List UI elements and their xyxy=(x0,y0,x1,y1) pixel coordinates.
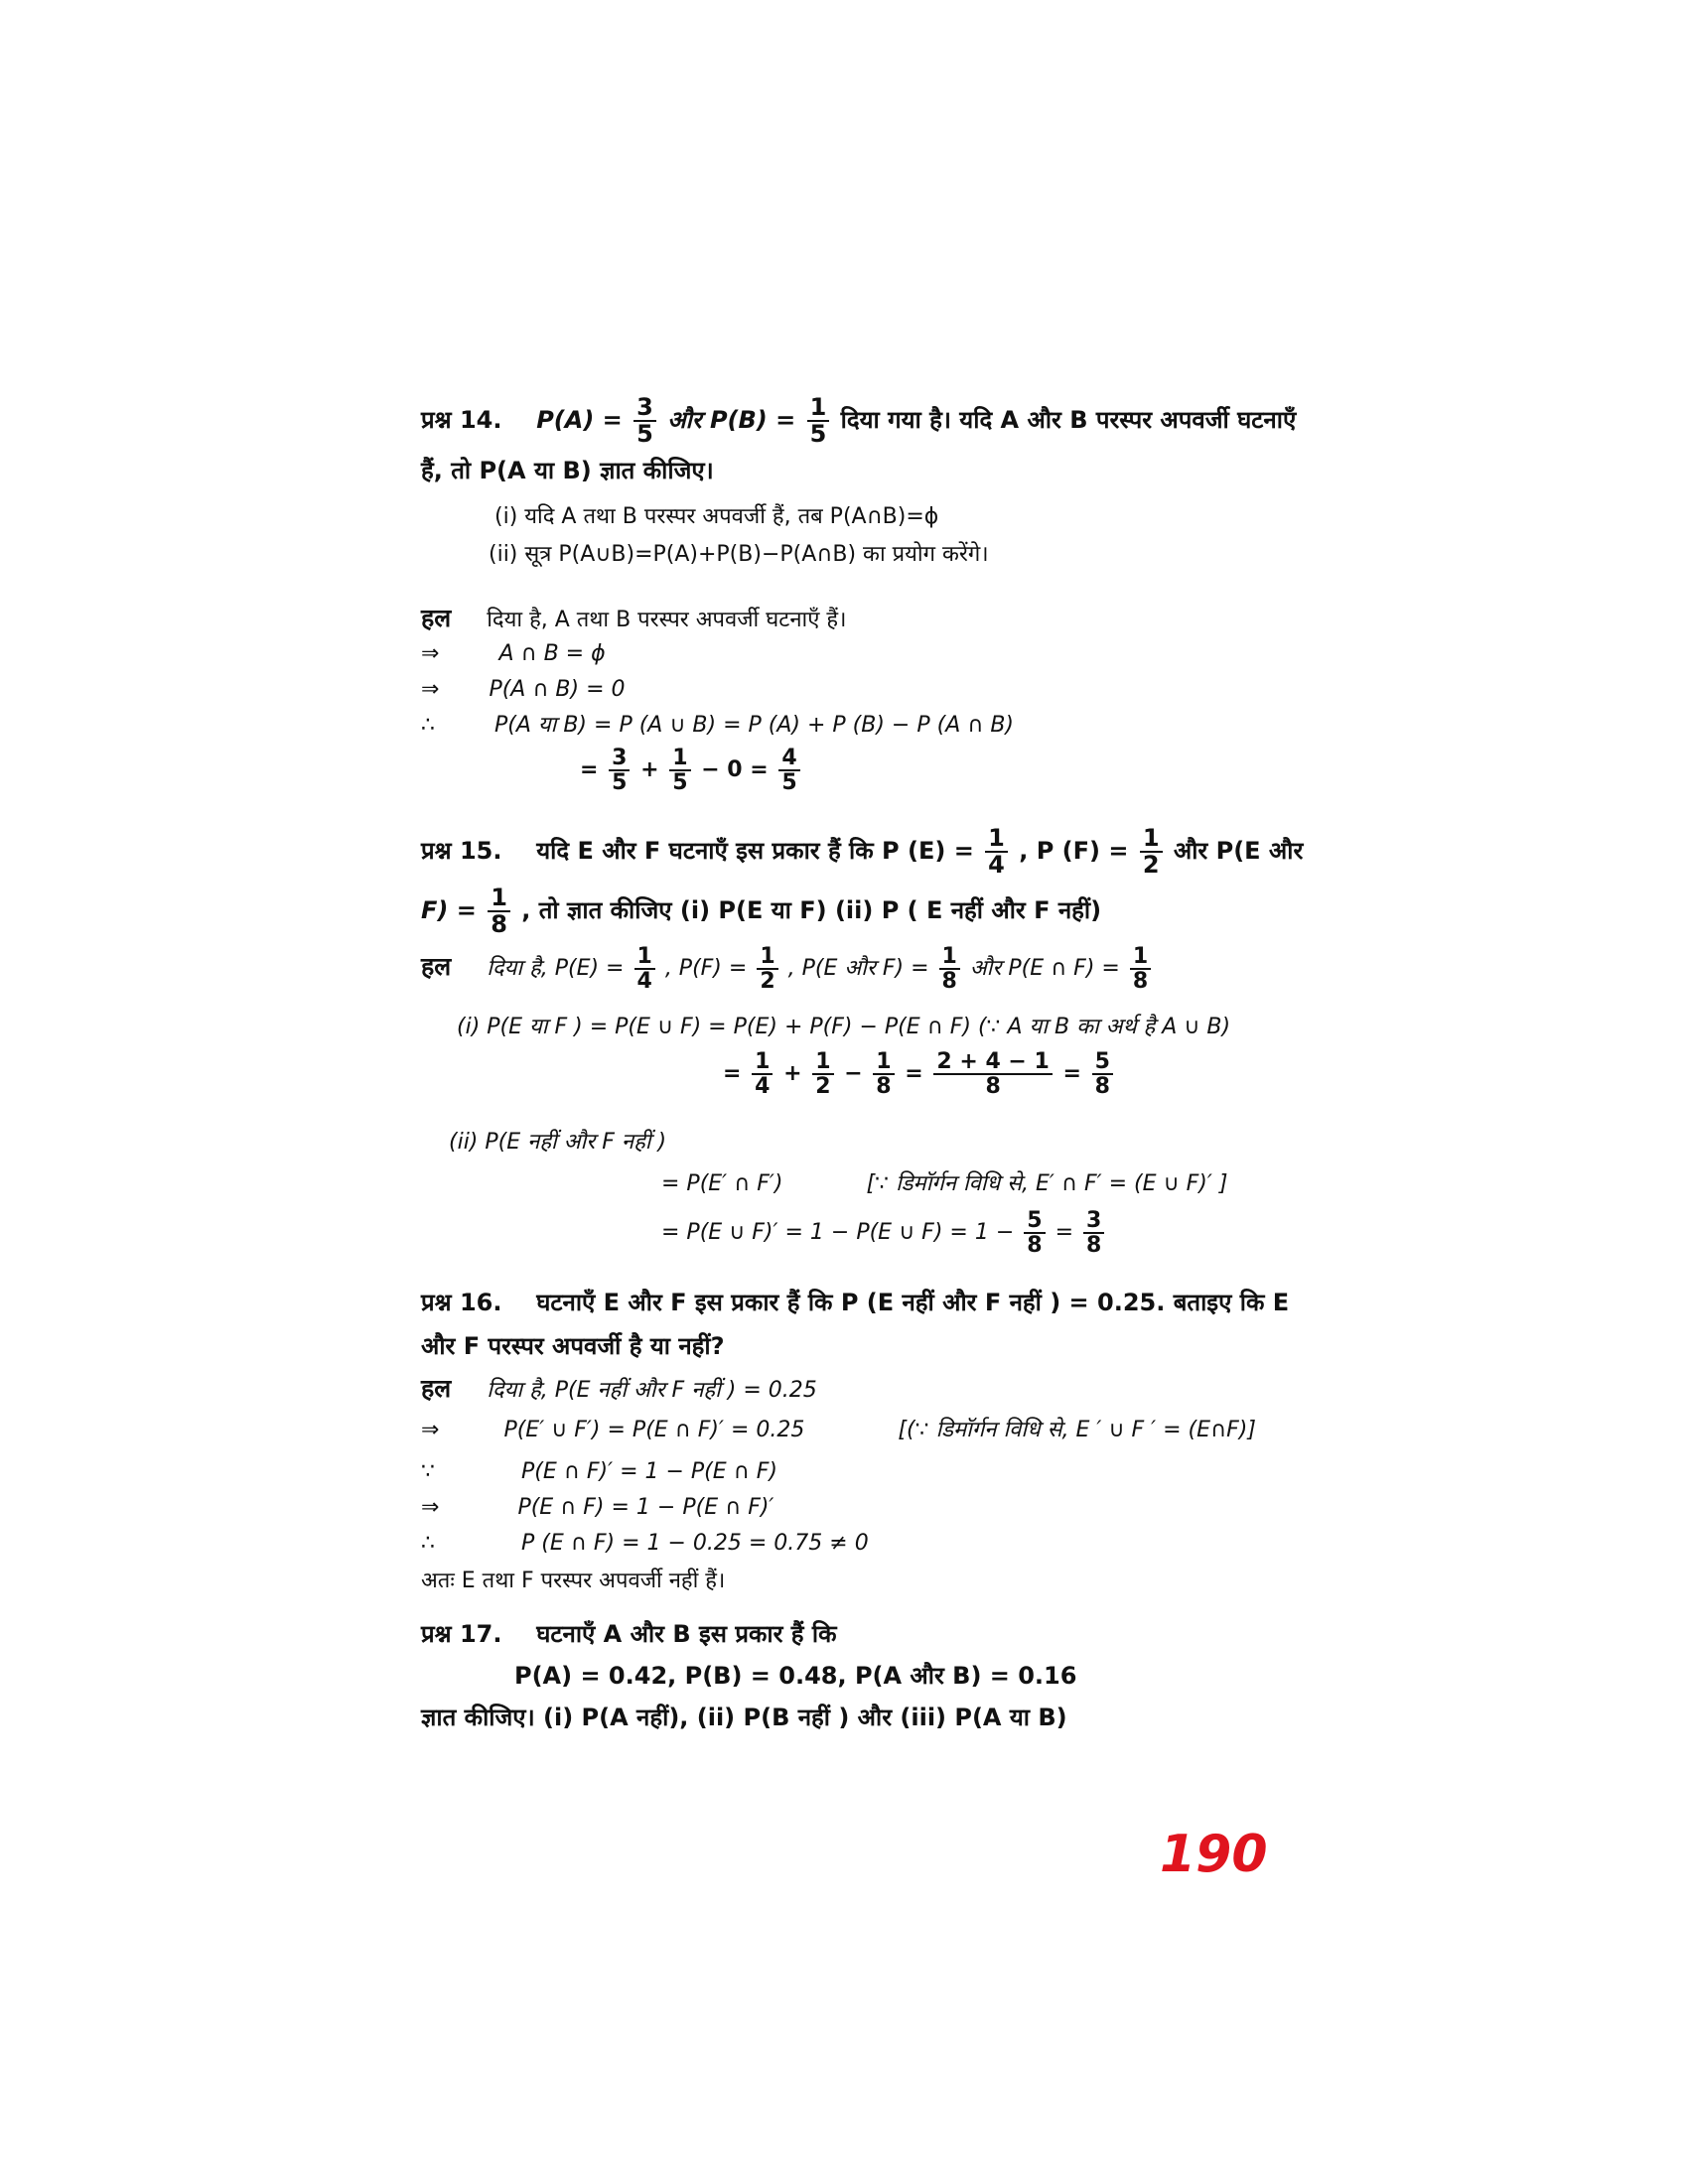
solution-label: हल xyxy=(421,1374,452,1403)
question-16-line-1: प्रश्न 16. घटनाएँ E और F इस प्रकार हैं कि P (E नहीं और F नहीं ) = 0.25. बताइए कि E xyxy=(421,1289,1290,1316)
solution-14-intro: हल दिया है, A तथा B परस्पर अपवर्जी घटनाएँ हैं। xyxy=(421,604,847,632)
question-label: प्रश्न 14. xyxy=(421,406,502,435)
solution-step: ⇒ P(E ∩ F) = 1 − P(E ∩ F)′ xyxy=(421,1495,774,1520)
solution-step: ⇒ A ∩ B = ϕ xyxy=(421,641,606,666)
question-label: प्रश्न 15. xyxy=(421,837,502,866)
hint-line: (i) यदि A तथा B परस्पर अपवर्जी हैं, तब P(A∩B)=ϕ xyxy=(494,504,939,529)
solution-label: हल xyxy=(421,952,452,982)
solution-step: (ii) P(E नहीं और F नहीं ) xyxy=(449,1130,667,1155)
solution-step: ⇒ P(E′ ∪ F′) = P(E ∩ F)′ = 0.25 [(∵ डिमॉर्गन विधि से, E ′ ∪ F ′ = (E∩F)] xyxy=(421,1418,1256,1442)
solution-15-intro: हल दिया है, P(E) = $\frac{1}{4}$ , P(F) = $\frac{1}{2}$ , P(E और F) = $\frac{1}{8}$ और P(E ∩ F) = $\frac{1}{8}$ xyxy=(421,945,1154,993)
solution-step: ∴ P (E ∩ F) = 1 − 0.25 = 0.75 ≠ 0 xyxy=(421,1531,869,1556)
question-label: प्रश्न 17. xyxy=(421,1620,502,1648)
question-14-line-2: हैं, तो P(A या B) ज्ञात कीजिए। xyxy=(421,457,714,484)
solution-16-intro: हल दिया है, P(E नहीं और F नहीं ) = 0.25 xyxy=(421,1374,817,1403)
fraction: $\frac{1}{5}$ xyxy=(807,395,830,447)
question-17-line-1: प्रश्न 17. घटनाएँ A और B इस प्रकार हैं कि xyxy=(421,1620,837,1648)
solution-step: ∴ P(A या B) = P (A ∪ B) = P (A) + P (B) − P (A ∩ B) xyxy=(421,713,1015,738)
question-14-line-1: प्रश्न 14. P(A) = $\frac{3}{5}$ और P(B) = $\frac{1}{5}$ दिया गया है। यदि A और B परस्पर अपवर्जी घटनाएँ xyxy=(421,393,1297,449)
solution-fraction-line: = $\frac{3}{5}$ + $\frac{1}{5}$ − 0 = $\frac{4}{5}$ xyxy=(580,747,803,794)
solution-step: (i) P(E या F ) = P(E ∪ F) = P(E) + P(F) − P(E ∩ F) (∵ A या B का अर्थ है A ∪ B) xyxy=(457,1015,1231,1039)
question-17-line-2: P(A) = 0.42, P(B) = 0.48, P(A और B) = 0.16 xyxy=(514,1662,1077,1690)
question-16-line-2: और F परस्पर अपवर्जी है या नहीं? xyxy=(421,1332,725,1360)
solution-fraction-line: = $\frac{1}{4}$ + $\frac{1}{2}$ − $\frac{1}{8}$ = $\frac{2 + 4 - 1}{8}$ = $\frac{5}{8}$ xyxy=(723,1050,1116,1098)
solution-conclusion: अतः E तथा F परस्पर अपवर्जी नहीं हैं। xyxy=(421,1569,726,1593)
question-17-line-3: ज्ञात कीजिए। (i) P(A नहीं), (ii) P(B नहीं ) और (iii) P(A या B) xyxy=(421,1704,1067,1731)
solution-step: = P(E ∪ F)′ = 1 − P(E ∪ F) = 1 − $\frac{5}{8}$ = $\frac{3}{8}$ xyxy=(661,1209,1107,1257)
question-label: प्रश्न 16. xyxy=(421,1289,502,1316)
fraction: $\frac{3}{5}$ xyxy=(633,395,656,447)
page-number: 190 xyxy=(1160,1825,1268,1884)
question-15-line-1: प्रश्न 15. यदि E और F घटनाएँ इस प्रकार हैं कि P (E) = $\frac{1}{4}$ , P (F) = $\frac{1}{2}$ और P(E और xyxy=(421,824,1304,880)
solution-step: ⇒ P(A ∩ B) = 0 xyxy=(421,677,626,702)
solution-step: = P(E′ ∩ F′) [∵ डिमॉर्गन विधि से, E′ ∩ F′ = (E ∪ F)′ ] xyxy=(661,1171,1228,1196)
question-15-line-2: F) = $\frac{1}{8}$ , तो ज्ञात कीजिए (i) P(E या F) (ii) P ( E नहीं और F नहीं) xyxy=(421,884,1102,939)
solution-label: हल xyxy=(421,604,452,632)
hint-line: (ii) सूत्र P(A∪B)=P(A)+P(B)−P(A∩B) का प्रयोग करेंगे। xyxy=(489,542,989,567)
solution-step: ∵ P(E ∩ F)′ = 1 − P(E ∩ F) xyxy=(421,1459,777,1484)
